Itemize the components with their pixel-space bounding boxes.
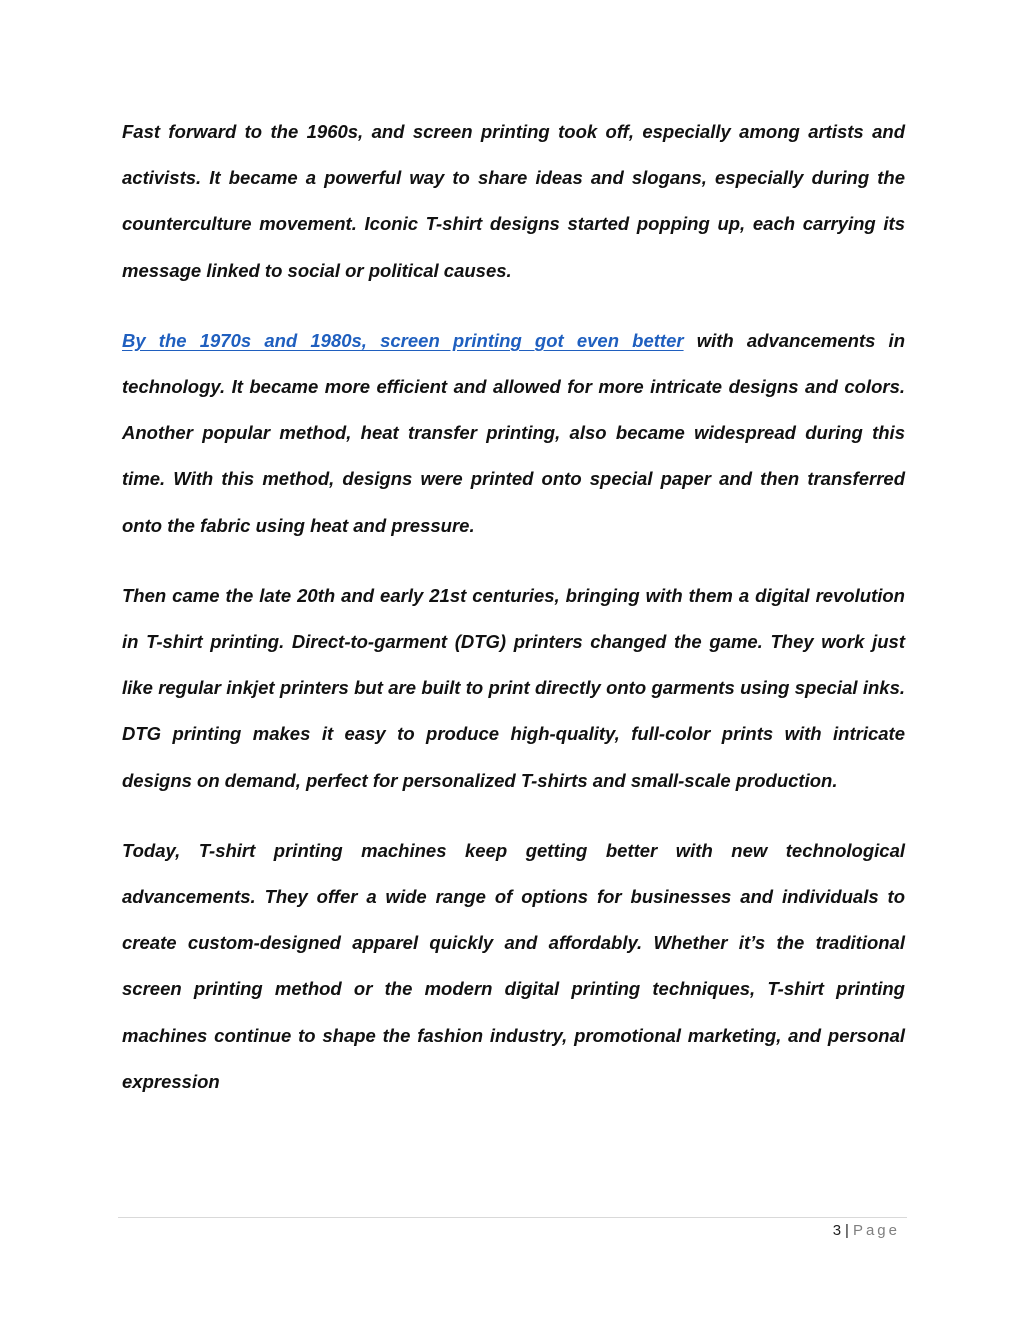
- paragraph-today: [122, 828, 905, 1105]
- page-number: 3: [832, 1222, 842, 1239]
- paragraph-text: Fast forward to the 1960s, and screen printing took off, especially among artists and activists. It became a powerful way to share ideas and slogans, especially during the counterculture movement. Iconic T-shirt designs started popping up, each carrying its message linked to social or political causes.: [122, 121, 905, 281]
- paragraph-text: with advancements in technology. It became more efficient and allowed for more intricate designs and colors. Another popular method, heat transfer printing, also became widespread during this time. With this method, designs were printed onto special paper and then transferred onto the fabric using heat and pressure.: [122, 329, 905, 536]
- screen-printing-link[interactable]: By the 1970s and 1980s, screen printing got even better: [122, 329, 684, 351]
- page-footer: [833, 1222, 900, 1239]
- paragraph-1960s: [122, 109, 905, 294]
- document-body: [122, 109, 905, 1129]
- page-label: Page: [852, 1222, 900, 1239]
- paragraph-digital-revolution: [122, 573, 905, 804]
- paragraph-1970s-1980s: [122, 318, 905, 549]
- footer-separator: |: [845, 1222, 849, 1239]
- paragraph-text: Today, T-shirt printing machines keep getting better with new technological advancements. They offer a wide range of options for businesses and individuals to create custom-designed apparel quickly and affordably. Whether it’s the traditional screen printing method or the modern digital printing techniques, T-shirt printing machines continue to shape the fashion industry, promotional marketing, and personal expression: [122, 839, 905, 1092]
- footer-divider: [118, 1217, 907, 1218]
- paragraph-text: Then came the late 20th and early 21st centuries, bringing with them a digital revolution in T-shirt printing. Direct-to-garment (DTG) printers changed the game. They work just like regular inkjet printers but are built to print directly onto garments using special inks. DTG printing makes it easy to produce high-quality, full-color prints with intricate designs on demand, perfect for personalized T-shirts and small-scale production.: [122, 584, 905, 791]
